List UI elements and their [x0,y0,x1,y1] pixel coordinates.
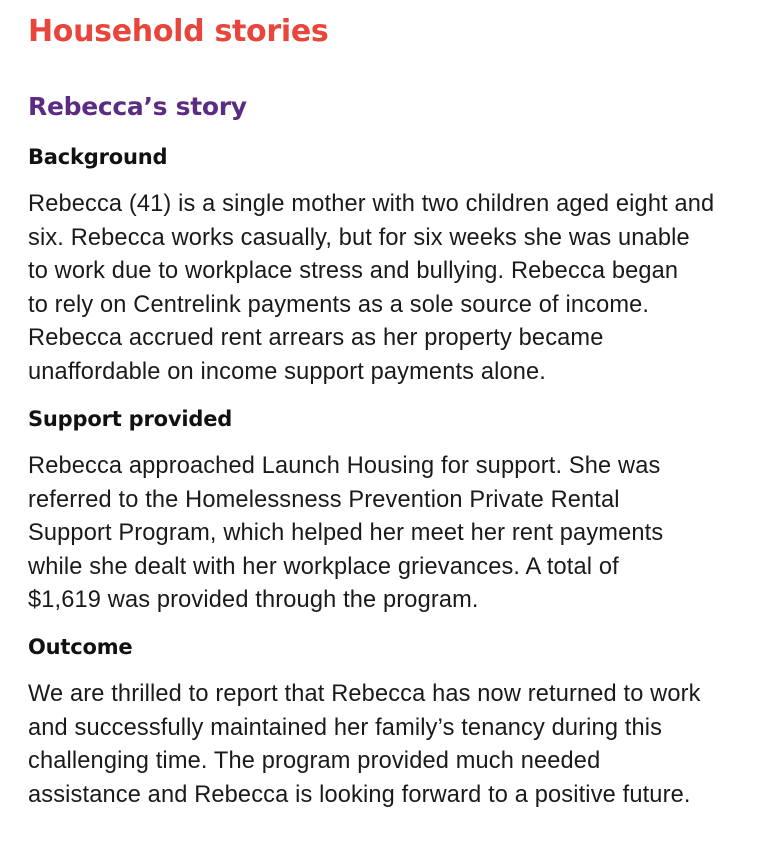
body-line: and successfully maintained her family’s tenancy during this [28,714,663,741]
section-heading-support-provided: Support provided [28,407,233,431]
page-title: Household stories [28,14,329,49]
body-line: while she dealt with her workplace grievances. A total of [28,553,619,580]
body-line: We are thrilled to report that Rebecca has now returned to work [28,681,701,707]
body-line: unaffordable on income support payments alone. [28,358,547,385]
body-line: to rely on Centrelink payments as a sole source of income. [28,291,650,318]
body-line: Rebecca approached Launch Housing for support. She was [28,453,661,479]
section-body-background [28,188,756,389]
section-body-outcome [28,678,756,812]
body-line: Rebecca (41) is a single mother with two children aged eight and [28,191,715,217]
body-line: challenging time. The program provided much needed [28,748,601,774]
section-heading-background: Background [28,145,168,169]
story-title: Rebecca’s story [28,92,247,121]
section-heading-outcome: Outcome [28,635,133,659]
body-line: Rebecca accrued rent arrears as her property became [28,325,604,351]
body-line: Support Program, which helped her meet her rent payments [28,520,664,546]
body-line: to work due to workplace stress and bullying. Rebecca began [28,258,679,284]
body-line: referred to the Homelessness Prevention Private Rental [28,486,620,513]
body-line: assistance and Rebecca is looking forward to a positive future. [28,781,691,808]
body-line: six. Rebecca works casually, but for six weeks she was unable [28,224,690,251]
body-line: $1,619 was provided through the program. [28,587,479,613]
section-body-support-provided [28,450,756,618]
